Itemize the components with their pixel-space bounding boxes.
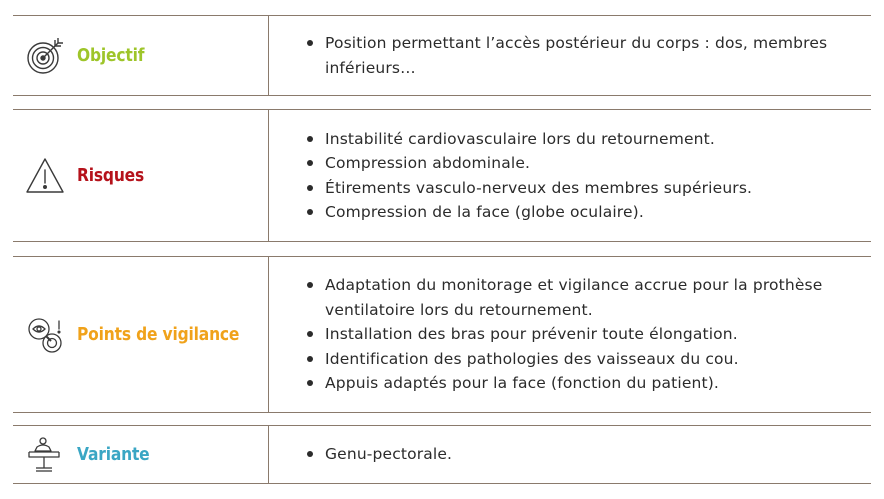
vigilance-title: Points de vigilance bbox=[77, 324, 240, 345]
variante-list bbox=[307, 442, 452, 467]
list-item: Compression abdominale. bbox=[307, 151, 752, 176]
objectif-section bbox=[13, 15, 871, 96]
list-item: Installation des bras pour prévenir toute élongation. bbox=[307, 322, 861, 347]
list-item: Position permettant l’accès postérieur du corps : dos, membres inférieurs… bbox=[307, 31, 861, 80]
list-item: Étirements vasculo-nerveux des membres supérieurs. bbox=[307, 176, 752, 201]
variante-title: Variante bbox=[77, 444, 150, 465]
variante-section bbox=[13, 425, 871, 484]
objectif-header bbox=[13, 16, 269, 95]
list-item: Appuis adaptés pour la face (fonction du patient). bbox=[307, 371, 861, 396]
operating-table-icon bbox=[25, 435, 65, 475]
list-item: Identification des pathologies des vaisseaux du cou. bbox=[307, 347, 861, 372]
vigilance-content bbox=[269, 257, 871, 412]
list-item: Compression de la face (globe oculaire). bbox=[307, 200, 752, 225]
variante-content bbox=[269, 426, 871, 483]
warning-triangle-icon bbox=[25, 156, 65, 196]
objectif-title: Objectif bbox=[77, 45, 145, 66]
vigilance-list bbox=[307, 273, 861, 396]
list-item: Instabilité cardiovasculaire lors du retournement. bbox=[307, 127, 752, 152]
target-icon bbox=[25, 36, 65, 76]
variante-header bbox=[13, 426, 269, 483]
vigilance-header bbox=[13, 257, 269, 412]
vigilance-section bbox=[13, 256, 871, 413]
risques-list bbox=[307, 127, 752, 225]
objectif-list bbox=[307, 31, 861, 80]
list-item: Genu-pectorale. bbox=[307, 442, 452, 467]
risques-section bbox=[13, 109, 871, 242]
risques-content bbox=[269, 110, 871, 241]
risques-title: Risques bbox=[77, 165, 145, 186]
risques-header bbox=[13, 110, 269, 241]
list-item: Adaptation du monitorage et vigilance accrue pour la prothèse ventilatoire lors du retournement. bbox=[307, 273, 861, 322]
objectif-content bbox=[269, 16, 871, 95]
magnifier-eye-icon bbox=[25, 315, 65, 355]
